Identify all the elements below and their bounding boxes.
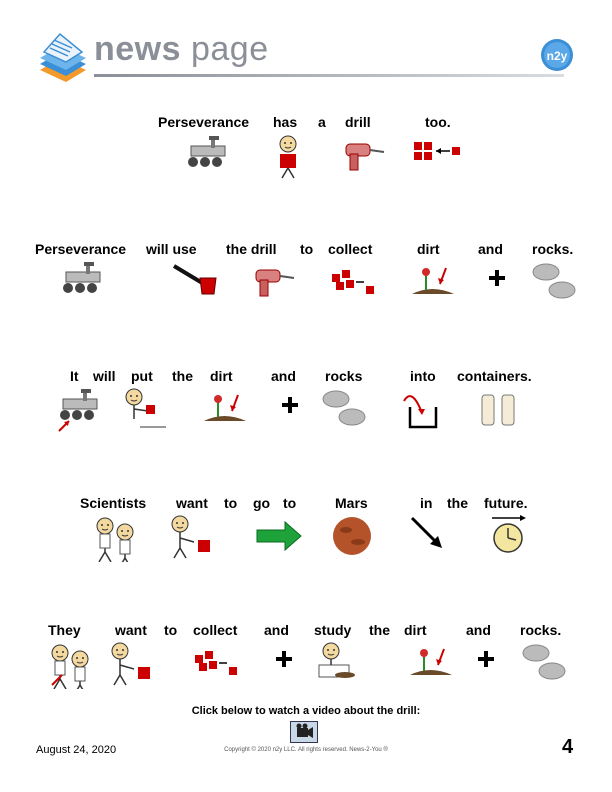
title-light: page: [181, 30, 269, 68]
header-rule: [94, 74, 564, 77]
scientists-icon: [95, 514, 143, 562]
symbol-word: has: [273, 114, 298, 130]
future-clock-icon: [488, 514, 536, 562]
symbol-word: containers.: [457, 368, 532, 384]
use-tool-icon: [172, 260, 220, 308]
rover-icon: [60, 260, 108, 308]
symbol-word: the: [172, 368, 193, 384]
dirt-icon: [408, 641, 456, 689]
scientists-pointer-icon: [50, 641, 98, 689]
issue-date: August 24, 2020: [36, 744, 117, 756]
symbol-word: into: [410, 368, 436, 384]
dirt-icon: [410, 260, 458, 308]
symbol-word: rocks.: [532, 241, 574, 257]
symbol-word: the: [369, 622, 390, 638]
want-icon: [168, 514, 216, 562]
symbol-word: study: [314, 622, 352, 638]
symbol-word: They: [48, 622, 81, 638]
symbol-word: to: [224, 495, 238, 511]
symbol-word: collect: [328, 241, 373, 257]
symbol-word: want: [115, 622, 147, 638]
symbol-word: and: [271, 368, 296, 384]
symbol-word: want: [176, 495, 208, 511]
n2y-badge-icon: [540, 38, 574, 72]
symbol-word: rocks: [325, 368, 363, 384]
title-bold: news: [94, 30, 182, 68]
mars-icon: [330, 514, 378, 562]
dirt-icon: [202, 387, 250, 435]
in-arrow-icon: [408, 514, 456, 562]
symbol-word: too.: [425, 114, 451, 130]
symbol-word: drill: [345, 114, 371, 130]
plus-icon: [276, 387, 324, 435]
symbol-word: and: [466, 622, 491, 638]
symbol-word: to: [283, 495, 297, 511]
symbol-word: the: [447, 495, 468, 511]
symbol-word: rocks.: [520, 622, 562, 638]
symbol-word: future.: [484, 495, 528, 511]
study-icon: [315, 641, 363, 689]
person-holding-icon: [272, 134, 320, 182]
collect-icon: [330, 260, 378, 308]
plus-icon: [472, 641, 520, 689]
add-to-icon: [412, 134, 460, 182]
want-icon: [108, 641, 156, 689]
go-arrow-icon: [255, 514, 303, 562]
symbol-word: go: [253, 495, 271, 511]
newspaper-logo-icon: [36, 30, 88, 84]
page-title: [94, 30, 269, 69]
copyright-notice: Copyright © 2020 n2y LLC. All rights reserved. News-2-You ®: [224, 747, 388, 753]
symbol-word: It: [70, 368, 79, 384]
plus-icon: [483, 260, 531, 308]
page-number: 4: [562, 736, 574, 758]
symbol-word: will: [93, 368, 116, 384]
page-header: [0, 0, 612, 90]
rocks-icon: [320, 387, 368, 435]
symbol-word: Perseverance: [158, 114, 250, 130]
rover-pointer-icon: [57, 387, 105, 435]
badge-text: n2y: [546, 49, 568, 63]
symbol-word: Perseverance: [35, 241, 127, 257]
symbol-word: Scientists: [80, 495, 147, 511]
symbol-word: to: [164, 622, 178, 638]
rocks-icon: [520, 641, 568, 689]
symbol-word: collect: [193, 622, 238, 638]
symbol-word: put: [131, 368, 153, 384]
symbol-word: to: [300, 241, 314, 257]
collect-icon: [193, 641, 241, 689]
symbol-word: in: [420, 495, 433, 511]
symbol-word: Mars: [335, 495, 368, 511]
symbol-word: dirt: [404, 622, 427, 638]
symbol-word: dirt: [210, 368, 233, 384]
rocks-icon: [530, 260, 578, 308]
containers-icon: [478, 387, 526, 435]
symbol-word: and: [478, 241, 503, 257]
symbol-word: a: [318, 114, 326, 130]
plus-icon: [270, 641, 318, 689]
camera-icon: [297, 728, 308, 737]
symbol-word: and: [264, 622, 289, 638]
symbol-word: will use: [146, 241, 197, 257]
put-icon: [122, 387, 170, 435]
rover-icon: [185, 134, 233, 182]
video-button[interactable]: [290, 721, 318, 743]
drill-icon: [340, 134, 388, 182]
symbol-word: the drill: [226, 241, 277, 257]
into-icon: [400, 387, 448, 435]
drill-icon: [250, 260, 298, 308]
symbol-word: dirt: [417, 241, 440, 257]
video-instruction: Click below to watch a video about the drill:: [191, 705, 421, 717]
